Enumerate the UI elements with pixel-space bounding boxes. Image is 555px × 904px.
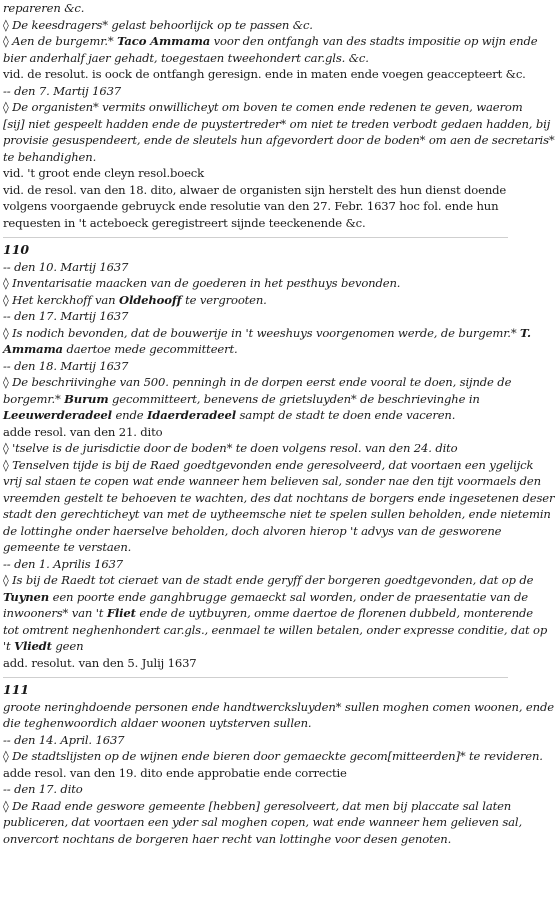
text-segment: sampt de stadt te doen ende vaceren. [235, 408, 456, 422]
text-segment: bier anderhalf jaer gehadt, toegestaen tweehondert car.gls. &c. [3, 50, 369, 65]
text-segment: tot omtrent neghenhondert car.gls., eenmael te willen betalen, onder expresse conditie, dat op [3, 622, 548, 637]
text-line [3, 325, 531, 342]
text-line [3, 259, 509, 276]
text-line [3, 33, 538, 50]
text-line [3, 798, 512, 815]
text-segment: de lottinghe onder haerselve beholden, doch alvoren hierop 't advys van de gesworene [3, 523, 502, 538]
text-segment: ◊ Tenselven tijde is bij de Raed goedtgevonden ende geresolveerd, dat voortaen een ygelijck [3, 457, 534, 472]
text-segment: gecommitteert, benevens de grietsluyden* de beschrievinghe in [108, 391, 480, 406]
text-segment: repareren &c. [3, 1, 85, 15]
text-segment: provisie gesuspendeert, ende de sleutels hun afgevordert door de boden* om aen de secretaris* [3, 133, 555, 147]
text-line [3, 149, 509, 166]
text-segment: ◊ De keesdragers* gelast behoorlijck op te passen &c. [3, 17, 313, 32]
text-line [3, 457, 534, 474]
text-segment: ◊ De beschriivinghe van 500. penningh in de dorpen eerst ende vooral te doen, sijnde de [3, 375, 512, 389]
text-segment: [sij] niet gespeelt hadden ende de puystertreder* om niet te treden verbodt gedaen hadden, bij [3, 116, 551, 131]
text-line [3, 655, 509, 672]
text-segment: stadt den gerechticheyt van met de uytheemsche niet te spelen sullen beholden, ende nietemin [3, 507, 551, 521]
text-line [3, 490, 555, 507]
text-line [3, 506, 551, 523]
proper-name: Burum [64, 391, 109, 406]
proper-name: T. [520, 325, 531, 340]
proper-name: Tuynen [3, 589, 50, 604]
text-line [3, 699, 554, 716]
text-line [3, 831, 509, 848]
resolution-note: adde resol. van den 19. dito ende approbatie ende correctie [3, 765, 347, 780]
resolution-note: vid. 't groot ende cleyn resol.boeck [3, 166, 205, 180]
text-line [3, 17, 509, 34]
proper-name: Idaerderadeel [147, 408, 236, 422]
text-line [3, 66, 526, 83]
text-line [3, 407, 509, 424]
proper-name: Vliedt [14, 639, 52, 653]
text-segment: ◊ De Raad ende geswore gemeente [hebben] geresolveert, dat men bij placcate sal laten [3, 798, 512, 813]
text-segment: die teghenwoordich aldaer woonen uytsterven sullen. [3, 716, 312, 730]
text-segment: -- den 1. Aprilis 1637 [3, 556, 124, 571]
text-segment: ende [111, 408, 148, 422]
text-line [3, 308, 509, 325]
text-line [3, 132, 555, 149]
text-segment: -- den 10. Martij 1637 [3, 259, 129, 274]
text-segment: gemeente te verstaen. [3, 540, 132, 554]
text-segment: ◊ Inventarisatie maacken van de goederen in het pesthuys bevonden. [3, 276, 401, 290]
proper-name: Fliet [106, 606, 136, 620]
text-line [3, 0, 509, 17]
resolution-note: requesten in 't acteboeck geregistreert sijnde teeckenende &c. [3, 215, 366, 230]
text-segment: ◊ Is bij de Raedt tot cieraet van de stadt ende geryff der borgeren goedtgevonden, dat op de [3, 573, 534, 587]
text-segment: te behandighen. [3, 149, 97, 164]
text-segment: een poorte ende ganghbrugge gemaeckt sal worden, onder de praesentatie van de [49, 589, 528, 604]
text-line [3, 638, 509, 655]
text-segment: -- den 7. Martij 1637 [3, 83, 122, 98]
text-line [3, 715, 509, 732]
text-line [3, 215, 509, 232]
text-line [3, 83, 509, 100]
text-segment: -- den 17. Martij 1637 [3, 309, 129, 323]
page-number: 111 [3, 682, 30, 697]
proper-name: Ammama [3, 342, 63, 356]
text-line [3, 182, 509, 199]
text-line [3, 748, 543, 765]
text-line [3, 50, 509, 67]
text-line [3, 589, 528, 606]
text-segment: -- den 17. dito [3, 782, 83, 796]
text-line [3, 198, 509, 215]
text-segment: borgemr.* [3, 391, 65, 406]
page-number: 110 [3, 242, 30, 257]
text-line [3, 424, 509, 441]
text-line [3, 765, 509, 782]
text-segment: daertoe mede gecommitteert. [62, 342, 238, 356]
text-segment: 't [3, 639, 15, 653]
resolution-note: vid. de resolut. is oock de ontfangh geresign. ende in maten ende voegen geaccepteert &c. [3, 67, 526, 81]
text-line [3, 391, 509, 408]
text-segment: te vergrooten. [181, 292, 267, 307]
text-line [3, 374, 512, 391]
text-line [3, 116, 551, 133]
text-segment: -- den 14. April. 1637 [3, 732, 125, 747]
text-line [3, 341, 509, 358]
text-line [3, 781, 509, 798]
text-line [3, 440, 509, 457]
text-line [3, 99, 523, 116]
text-line [3, 732, 509, 749]
text-segment: voor den ontfangh van des stadts impositie op wijn ende [210, 34, 538, 48]
text-segment: ende de uytbuyren, omme daertoe de florenen dubbeld, monterende [135, 606, 534, 620]
text-line [3, 622, 548, 639]
proper-name: Oldehooff [119, 292, 182, 307]
resolution-note: add. resolut. van den 5. Julij 1637 [3, 655, 197, 670]
text-line [3, 292, 509, 309]
resolution-note: adde resol. van den 21. dito [3, 424, 163, 439]
text-segment: -- den 18. Martij 1637 [3, 358, 129, 373]
text-segment: ◊ De organisten* vermits onwillicheyt om boven te comen ende redenen te geven, waerom [3, 100, 523, 114]
text-line [3, 605, 534, 622]
text-line [3, 556, 509, 573]
section-divider [3, 237, 508, 238]
text-line [3, 572, 534, 589]
text-line [3, 523, 509, 540]
text-segment: onvercort nochtans de borgeren haer recht van lottinghe voor desen genoten. [3, 831, 452, 846]
resolution-note: volgens voorgaende gebruyck ende resolutie van den 27. Febr. 1637 hoc fol. ende hun [3, 199, 499, 213]
text-segment: geen [51, 639, 84, 653]
text-segment: ◊ Is nodich bevonden, dat de bouwerije in 't weeshuys voorgenomen werde, de burgemr.* [3, 325, 521, 340]
text-segment: publiceren, dat voortaen een yder sal moghen copen, wat ende wanneer hem gelieven sal, [3, 815, 522, 829]
text-line [3, 165, 509, 182]
text-segment: ◊ De stadtslijsten op de wijnen ende bieren door gemaeckte gecom[mitteerden]* te revideren. [3, 749, 543, 763]
text-segment: vrij sal staen te copen wat ende wanneer hem believen sal, sonder nae den tijt voormaels den [3, 474, 541, 488]
text-line [3, 275, 509, 292]
text-line [3, 358, 509, 375]
proper-name: Taco Ammama [117, 34, 211, 48]
text-segment: vreemden gestelt te behoeven te wachten, des dat nochtans de borgers ende ingesetenen deser [3, 490, 555, 505]
resolution-note: vid. de resol. van den 18. dito, alwaer de organisten sijn herstelt des hun dienst doende [3, 182, 507, 197]
text-segment: inwooners* van 't [3, 606, 107, 620]
document-page [3, 0, 555, 847]
proper-name: Leeuwerderadeel [3, 408, 112, 422]
text-line [3, 814, 522, 831]
text-segment: ◊ Aen de burgemr.* [3, 34, 118, 48]
text-segment: groote neringhdoende personen ende handtwercksluyden* sullen moghen comen woonen, ende [3, 699, 554, 714]
text-line [3, 539, 509, 556]
text-segment: ◊ Het kerckhoff van [3, 292, 120, 307]
section-divider [3, 677, 508, 678]
text-line [3, 473, 541, 490]
text-segment: ◊ 'tselve is de jurisdictie door de boden* te doen volgens resol. van den 24. dito [3, 441, 458, 455]
